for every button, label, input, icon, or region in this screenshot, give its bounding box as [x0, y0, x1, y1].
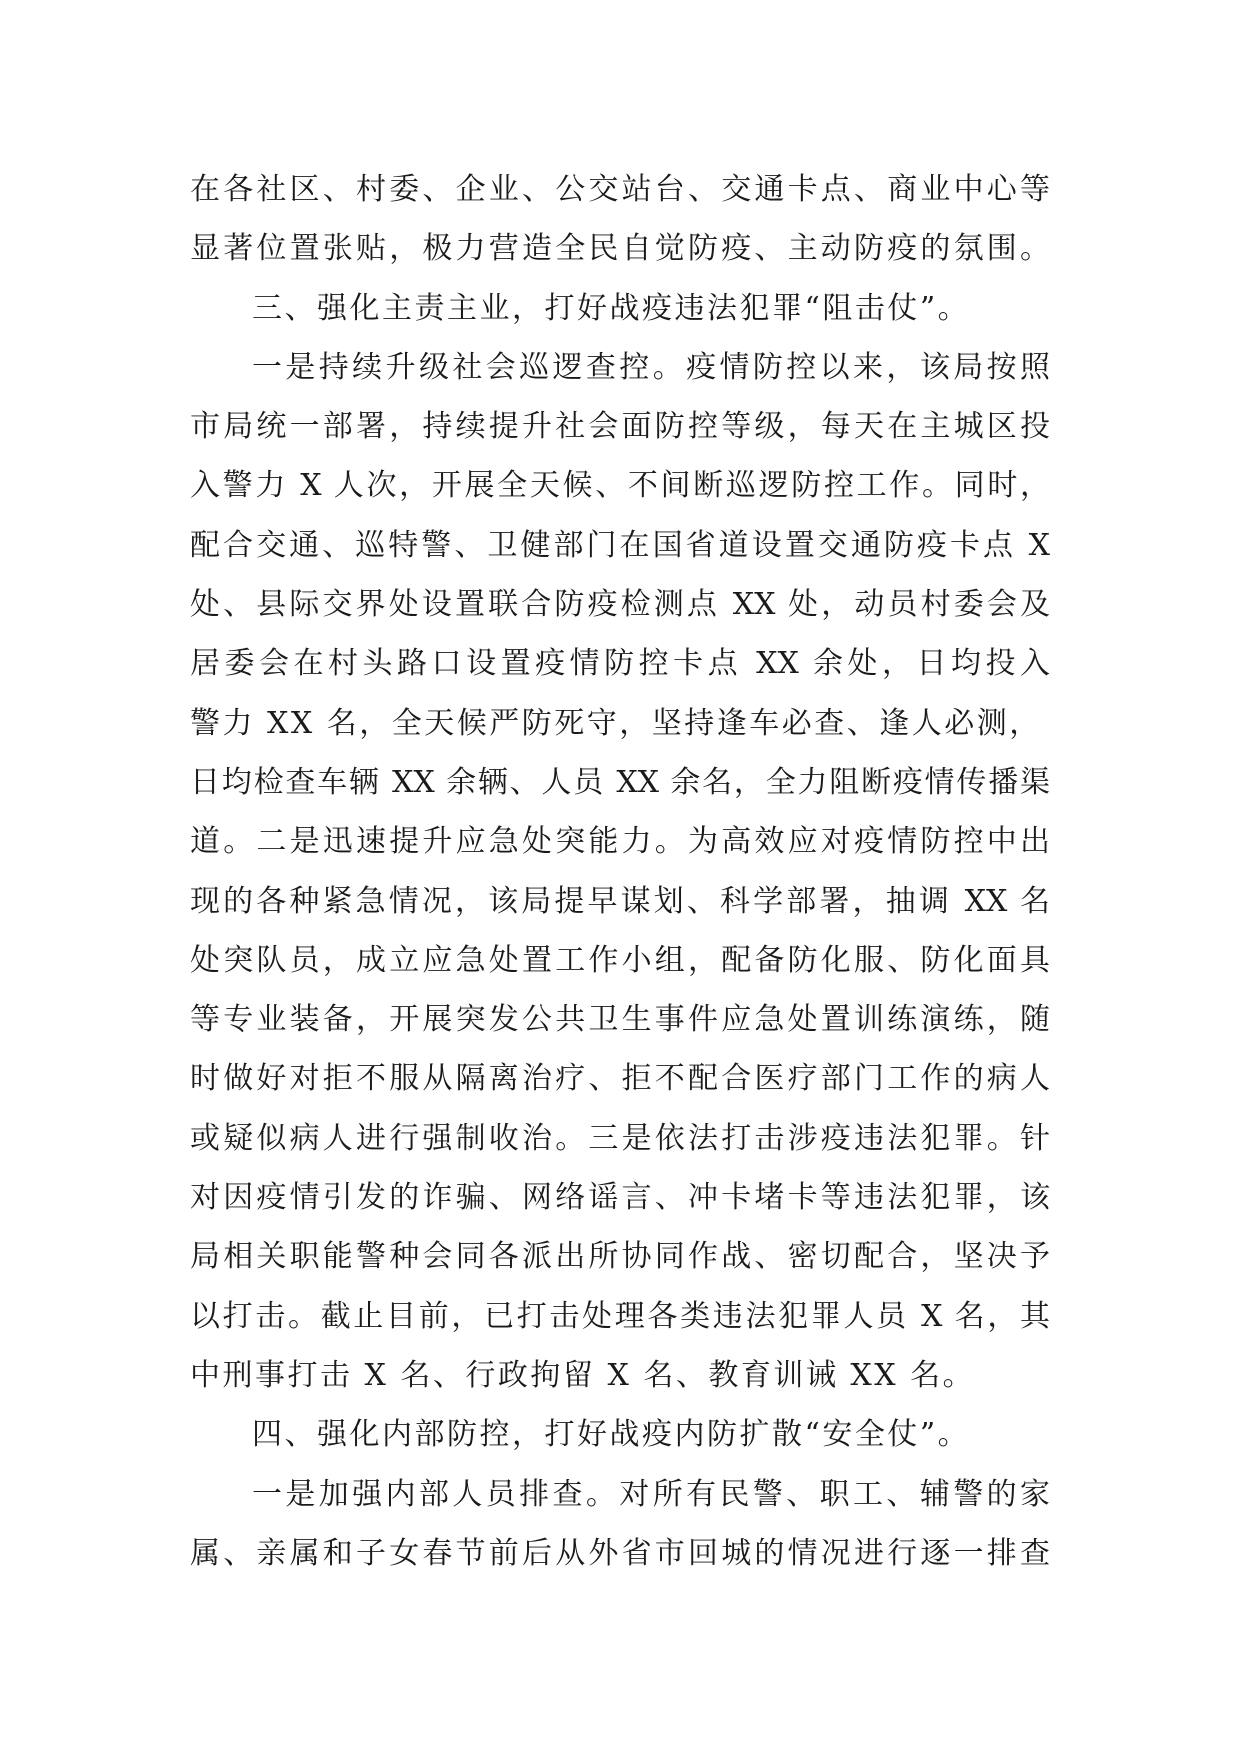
text-line-24: 属、亲属和子女春节前后从外省市回城的情况进行逐一排查: [190, 1535, 1050, 1571]
text-line-10: 警力 XX 名，全天候严防死守，坚持逢车必查、逢人必测，: [190, 705, 1042, 741]
text-line-5: 市局统一部署，持续提升社会面防控等级，每天在主城区投: [190, 409, 1050, 445]
text-line-8: 处、县际交界处设置联合防疫检测点 XX 处，动员村委会及: [190, 587, 1050, 623]
text-line-17: 或疑似病人进行强制收治。三是依法打击涉疫违法犯罪。针: [190, 1120, 1050, 1156]
text-line-1: 在各社区、村委、企业、公交站台、交通卡点、商业中心等: [190, 172, 1050, 207]
text-line-6: 入警力 X 人次，开展全天候、不间断巡逻防控工作。同时，: [190, 468, 1050, 504]
text-line-9: 居委会在村头路口设置疫情防控卡点 XX 余处，日均投入: [190, 646, 1050, 682]
text-line-23: 一是加强内部人员排查。对所有民警、职工、辅警的家: [252, 1476, 1050, 1512]
text-line-7: 配合交通、巡特警、卫健部门在国省道设置交通防疫卡点 X: [190, 527, 1050, 563]
text-line-16: 时做好对拒不服从隔离治疗、拒不配合医疗部门工作的病人: [190, 1061, 1050, 1097]
text-line-14: 处突队员，成立应急处置工作小组，配备防化服、防化面具: [190, 942, 1050, 978]
section-heading-3: 三、强化主责主业，打好战疫违法犯罪“阻击仗”。: [252, 290, 971, 326]
text-line-20: 以打击。截止目前，已打击处理各类违法犯罪人员 X 名，其: [190, 1298, 1050, 1334]
text-line-21: 中刑事打击 X 名、行政拘留 X 名、教育训诫 XX 名。: [190, 1357, 976, 1393]
text-line-11: 日均检查车辆 XX 余辆、人员 XX 余名，全力阻断疫情传播渠: [190, 764, 1050, 800]
text-line-4: 一是持续升级社会巡逻查控。疫情防控以来，该局按照: [252, 349, 1050, 385]
section-heading-4: 四、强化内部防控，打好战疫内防扩散“安全仗”。: [252, 1417, 971, 1453]
text-line-12: 道。二是迅速提升应急处突能力。为高效应对疫情防控中出: [190, 824, 1050, 860]
text-line-19: 局相关职能警种会同各派出所协同作战、密切配合，坚决予: [190, 1239, 1050, 1275]
body-text: [190, 160, 1050, 1583]
text-line-15: 等专业装备，开展突发公共卫生事件应急处置训练演练，随: [190, 1002, 1050, 1038]
text-line-18: 对因疫情引发的诈骗、网络谣言、冲卡堵卡等违法犯罪，该: [190, 1180, 1050, 1216]
text-line-2: 显著位置张贴，极力营造全民自觉防疫、主动防疫的氛围。: [190, 231, 1050, 267]
text-line-13: 现的各种紧急情况，该局提早谋划、科学部署，抽调 XX 名: [190, 883, 1050, 919]
